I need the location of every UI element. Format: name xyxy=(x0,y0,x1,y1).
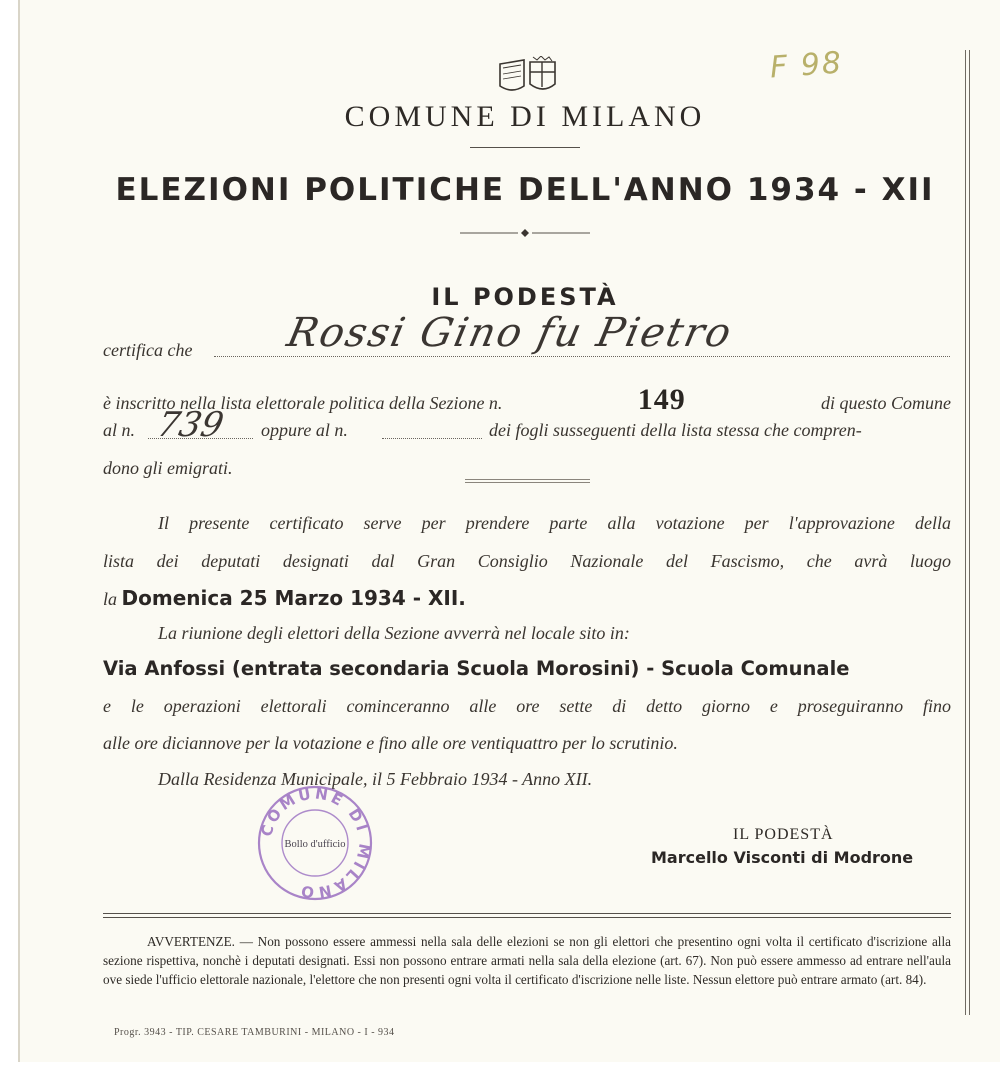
hours-line-2: alle ore diciannove per la votazione e fino alle ore ventiquattro per lo scrutinio. xyxy=(103,733,678,753)
purpose-line-2: lista dei deputati designati dal Gran Consiglio Nazionale del Fascismo, che avrà luogo xyxy=(103,551,951,571)
divider-line xyxy=(470,147,580,148)
continuation-text: dei fogli susseguenti della lista stessa che compren- xyxy=(489,420,862,440)
issue-place-date: Dalla Residenza Municipale, il 5 Febbraio 1934 - Anno XII. xyxy=(158,769,593,789)
or-label: oppure al n. xyxy=(261,420,348,440)
purpose-line-1: Il presente certificato serve per prendere parte alla votazione per l'approvazione della xyxy=(158,513,951,533)
alt-number-dotted-line xyxy=(382,437,482,439)
registration-line xyxy=(103,383,951,417)
stamp-ring-text: COMUNE DI MILANO xyxy=(257,784,374,902)
vote-date-prefix: la xyxy=(103,589,118,609)
official-stamp xyxy=(256,784,374,902)
printer-footer: Progr. 3943 - TIP. CESARE TAMBURINI - MILANO - I - 934 xyxy=(114,1027,395,1038)
meeting-intro: La riunione degli elettori della Sezione avverrà nel locale sito in: xyxy=(158,623,630,643)
warning-divider xyxy=(103,913,951,918)
coat-of-arms-icon xyxy=(497,56,559,96)
handwritten-list-number: 739 xyxy=(153,405,228,445)
certificate-sheet xyxy=(18,0,1000,1089)
municipality-heading: COMUNE DI MILANO xyxy=(344,100,706,133)
registration-phrase: è inscritto nella lista elettorale politica della Sezione n. xyxy=(103,393,503,413)
continuation-end: dono gli emigrati. xyxy=(103,458,233,478)
signature-title: IL PODESTÀ xyxy=(733,826,834,843)
page-bottom-margin xyxy=(0,1062,1000,1089)
election-title: ELEZIONI POLITICHE DELL'ANNO 1934 - XII xyxy=(115,172,935,208)
margin-pencil-note: F 98 xyxy=(768,45,845,86)
municipality-suffix: di questo Comune xyxy=(821,393,951,413)
hours-line-1: e le operazioni elettorali cominceranno alle ore sette di detto giorno e proseguiranno fino xyxy=(103,696,951,716)
handwritten-voter-name: Rossi Gino fu Pietro xyxy=(283,310,737,356)
issuer-heading: IL PODESTÀ xyxy=(431,283,619,311)
section-number: 149 xyxy=(637,383,686,416)
stamp-center-text: Bollo d'ufficio xyxy=(284,839,346,850)
list-number-label: al n. xyxy=(103,420,136,440)
certifies-label: certifica che xyxy=(103,340,193,360)
vote-date-line xyxy=(103,586,951,610)
double-divider-line xyxy=(465,479,590,483)
polling-venue: Via Anfossi (entrata secondaria Scuola Morosini) - Scuola Comunale xyxy=(103,657,850,680)
signatory-name: Marcello Visconti di Modrone xyxy=(651,848,914,867)
warning-notice: AVVERTENZE. — Non possono essere ammessi nella sala delle elezioni se non gli elettori che presentino ogni volta il certificato d'iscrizione alla sezione rispettiva, nonchè i deputati designati. Essi non possono entrare armati nella sala della elezione (art. 67). Non può essere ammesso ad entrare nell'aula ove siede l'ufficio elettorale nazionale, l'elettore che non presenti ogni volta il certificato d'iscrizione nelle liste. Nessun elettore può entrare armato (art. 84). xyxy=(103,934,951,987)
vote-date: Domenica 25 Marzo 1934 - XII. xyxy=(121,586,466,610)
diamond-ornament-divider xyxy=(460,228,590,238)
